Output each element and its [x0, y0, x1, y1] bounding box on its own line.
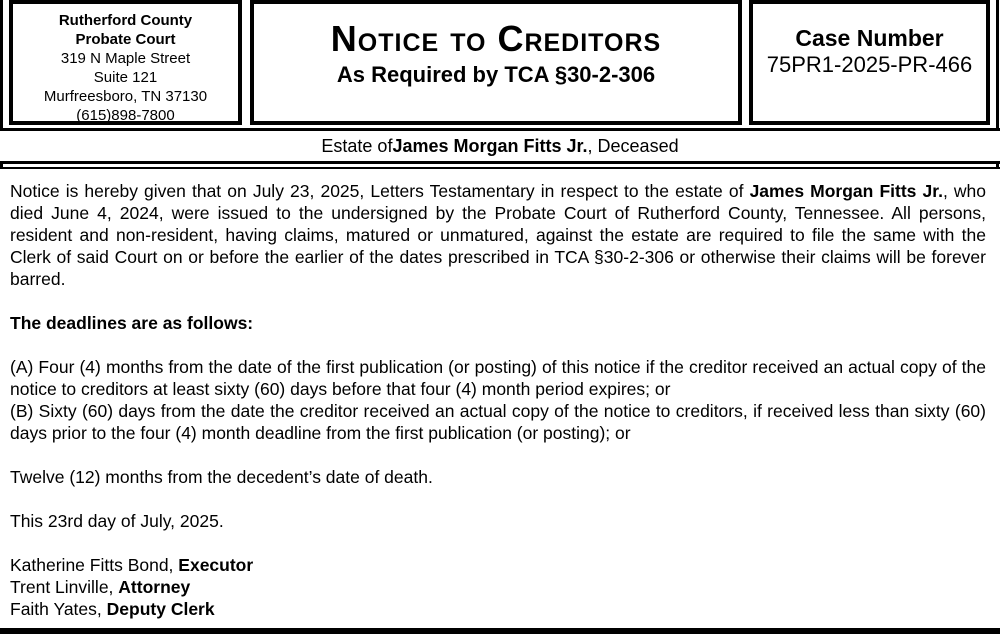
case-number-value: 75PR1-2025-PR-466: [766, 52, 973, 77]
estate-prefix: Estate of: [321, 135, 393, 156]
opening-paragraph: [10, 180, 986, 290]
deputy-clerk-role: Deputy Clerk: [106, 599, 215, 619]
notice-body: [0, 167, 1000, 634]
notice-title-box: [250, 0, 742, 125]
court-address-line3: Murfreesboro, TN 37130: [43, 88, 208, 105]
deadline-b-paragraph: (B) Sixty (60) days from the date the creditor received an actual copy of the notice to creditors, if received less than sixty (60) days prior to the four (4) month deadline from the first publication (or posting); or: [10, 401, 986, 443]
case-number-box: [749, 0, 990, 125]
estate-title-row: [0, 128, 1000, 164]
attorney-role: Attorney: [118, 577, 191, 597]
court-name-line1: Rutherford County: [58, 12, 193, 29]
signature-block: [10, 554, 986, 620]
opening-text-after-name: , who died June 4, 2024, were issued to the undersigned by the Probate Court of Rutherford County, Tennessee. All persons, resident and non-resident, having claims, matured or unmatured, against the estate are required to file the same with the Clerk of said Court on or before the earlier of the dates prescribed in TCA §30-2-306 or otherwise their claims will be forever barred.: [10, 181, 987, 289]
dated-line: This 23rd day of July, 2025.: [10, 511, 224, 531]
deadlines-heading: The deadlines are as follows:: [10, 313, 254, 333]
notice-title: Notice to Creditors: [330, 18, 662, 59]
deputy-clerk-name: Faith Yates,: [10, 599, 107, 619]
executor-role: Executor: [178, 555, 254, 575]
signature-deputy-clerk: [10, 598, 986, 620]
decedent-name: James Morgan Fitts Jr.: [392, 135, 588, 156]
signature-attorney: [10, 576, 986, 598]
estate-suffix: , Deceased: [587, 135, 679, 156]
deadline-c-paragraph: Twelve (12) months from the decedent’s date of death.: [10, 467, 433, 487]
court-address-line1: 319 N Maple Street: [60, 50, 191, 67]
opening-text-before-name: Notice is hereby given that on July 23, 2025, Letters Testamentary in respect to the estate of: [10, 181, 750, 201]
court-phone: (615)898-7800: [76, 107, 175, 124]
case-number-label: Case Number: [795, 25, 944, 51]
attorney-name: Trent Linville,: [10, 577, 119, 597]
court-name-line2: Probate Court: [75, 31, 176, 48]
decedent-name-inline: James Morgan Fitts Jr.: [749, 181, 943, 201]
deadline-a-paragraph: (A) Four (4) months from the date of the first publication (or posting) of this notice if the creditor received an actual copy of the notice to creditors at least sixty (60) days before that four (4) month period expires; or: [10, 357, 986, 399]
signature-executor: [10, 554, 986, 576]
executor-name: Katherine Fitts Bond,: [10, 555, 179, 575]
court-info-box: [9, 0, 242, 125]
notice-subtitle: As Required by TCA §30-2-306: [336, 62, 656, 87]
court-address-line2: Suite 121: [93, 69, 158, 86]
